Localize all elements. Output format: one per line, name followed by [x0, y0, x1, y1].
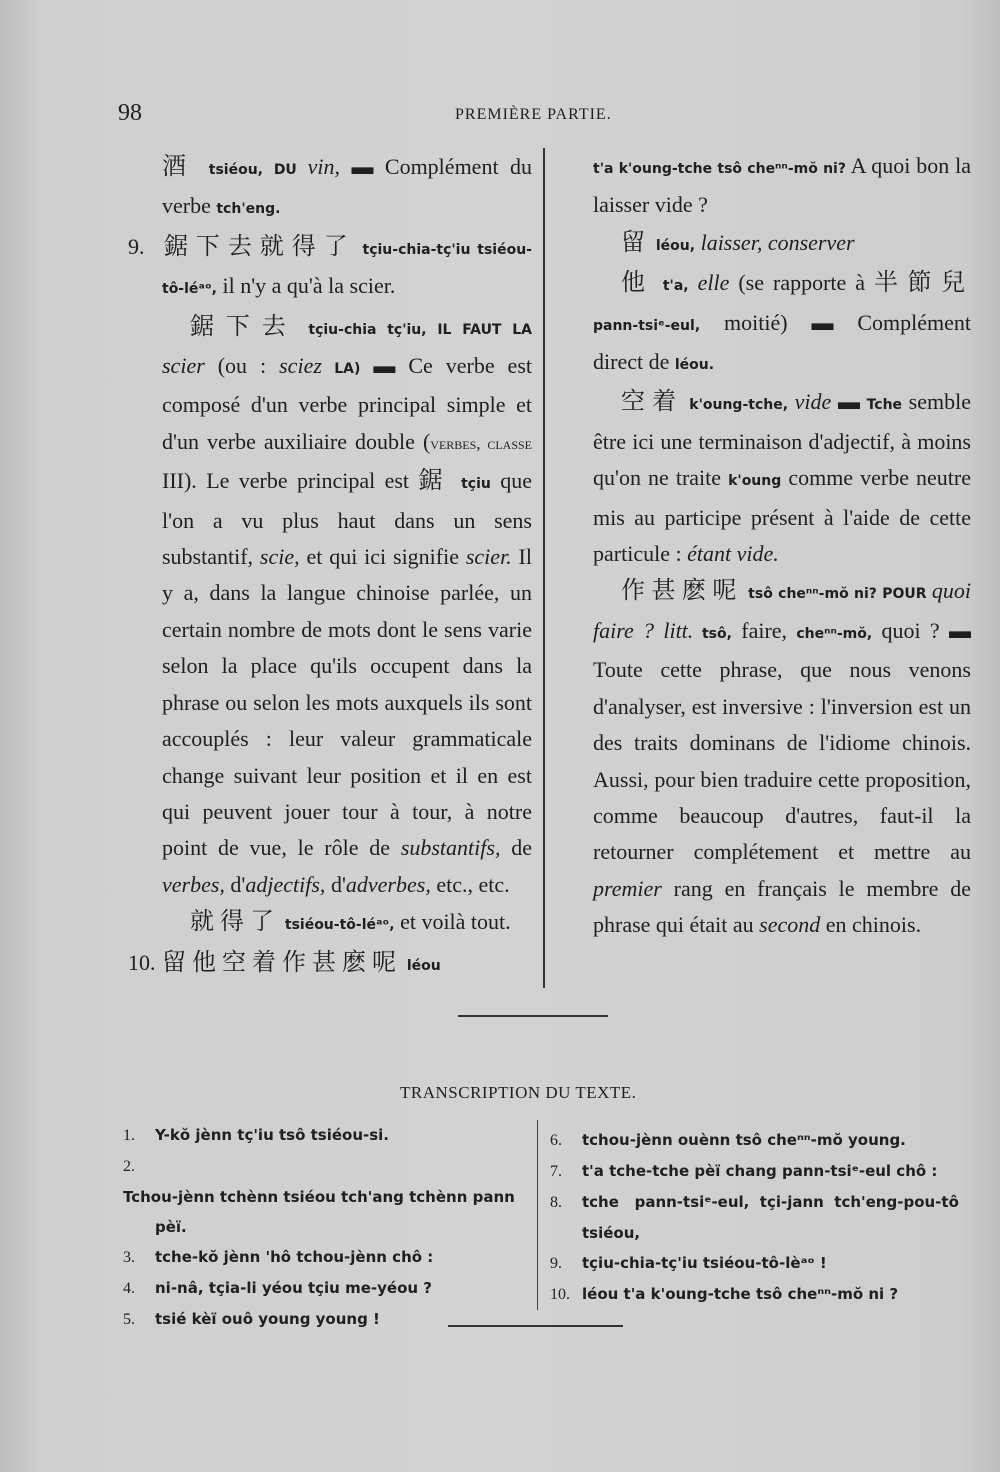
line-continuation: tsiéou,	[582, 1224, 641, 1242]
italic-text: adverbes,	[345, 871, 431, 897]
line-number: 8.	[550, 1194, 562, 1211]
italic-text: scier	[162, 353, 205, 379]
italic-text: vin,	[307, 154, 341, 179]
line-number: 4.	[123, 1280, 135, 1297]
left-column	[128, 148, 533, 984]
text-run: quoi ? ▬ Toute cette phrase, que nous venons d'analyser, est inversive : l'inversion est un des traits dominans de l'idiome chinois. Aussi, pour bien traduire cette proposition, comme beaucoup d'autres, faut-il la retourner complétement et mettre au	[593, 617, 971, 865]
text-run: (ou :	[204, 353, 280, 379]
text-run: d'	[325, 871, 346, 897]
left_column-paragraph	[162, 308, 532, 904]
line-number: 2.	[123, 1158, 135, 1175]
chinese-characters: 鋸	[418, 466, 453, 495]
text-run: comme verbe neutre mis au participe présent à l'aide de cette particule :	[593, 465, 972, 567]
transcription-line	[550, 1156, 970, 1187]
chinese-characters: 就得了	[190, 907, 280, 936]
line-text: léou t'a k'oung-tche tsô cheⁿⁿ-mŏ ni ?	[582, 1285, 899, 1303]
line-text: tche-kŏ jènn 'hô tchou-jènn chô :	[155, 1248, 434, 1266]
romanization: tsô cheⁿⁿ-mŏ ni?	[742, 586, 877, 603]
line-continuation: pèï.	[155, 1218, 187, 1236]
line-number: 1.	[123, 1127, 135, 1144]
text-run: III). Le verbe principal est	[162, 468, 419, 494]
text-run: et qui ici signifie	[299, 544, 466, 570]
running-title: PREMIÈRE PARTIE.	[455, 106, 612, 123]
romanization: k'oung	[728, 473, 782, 490]
italic-text: laisser, conserver	[695, 229, 855, 255]
line-number: 3.	[123, 1249, 135, 1266]
text-run: que l'on a vu plus haut dans un sens substantif,	[162, 468, 533, 570]
chinese-characters: 半節兒	[874, 268, 972, 297]
text-run: DU	[263, 162, 308, 178]
line-number: 9.	[550, 1255, 562, 1272]
section-rule	[458, 1015, 608, 1017]
italic-text: premier	[593, 875, 662, 901]
transcription-line	[550, 1279, 970, 1310]
text-run: ▬ Complément du verbe	[162, 154, 532, 219]
italic-text: scier.	[465, 544, 512, 570]
romanization: tçiu-chia tç'iu,	[297, 321, 427, 338]
transcription-line	[550, 1248, 970, 1279]
chinese-characters: 空着	[621, 387, 684, 416]
line-text: tsié kèï ouô young young !	[155, 1310, 380, 1328]
line-number: 5.	[123, 1311, 135, 1328]
text-run: etc., etc.	[430, 871, 510, 897]
romanization: tch'eng.	[216, 201, 281, 218]
left_column-paragraph	[162, 903, 532, 943]
chinese-characters: 作甚麽呢	[621, 576, 743, 605]
romanization: léou.	[674, 357, 715, 374]
text-run: LA)	[321, 361, 361, 378]
text-run: faire,	[731, 617, 797, 643]
text-run: ▬	[831, 389, 867, 415]
right_column-paragraph	[593, 148, 971, 224]
page-number: 98	[118, 100, 142, 126]
transcription-left	[123, 1120, 533, 1335]
line-text: tchou-jènn ouènn tsô cheⁿⁿ-mŏ young.	[582, 1131, 906, 1149]
romanization: Tche	[866, 397, 903, 414]
chinese-characters: 留他空着作甚麽呢	[162, 947, 402, 976]
chinese-characters: 他	[621, 268, 655, 297]
text-run: POUR	[876, 586, 932, 603]
text-run: et voilà tout.	[394, 909, 511, 935]
italic-text: elle	[688, 270, 730, 296]
line-number: 10.	[550, 1286, 570, 1303]
italic-text: scie,	[259, 544, 300, 570]
transcription-line	[123, 1273, 533, 1304]
italic-text: substantifs,	[400, 835, 501, 861]
romanization: tçiu-chia-tç'iu tsiéou-tô-léᵃᵒ,	[162, 241, 532, 298]
text-run: rang en français le membre de phrase qui était au	[593, 875, 971, 938]
text-run: semble être ici une terminaison d'adjectif, à moins qu'on ne traite	[593, 389, 971, 491]
transcription-line	[550, 1125, 970, 1156]
right_column-paragraph	[593, 572, 971, 943]
line-text: t'a tche-tche pèï chang pann-tsiᵉ-eul chô :	[582, 1162, 938, 1180]
text-run: A quoi bon la laisser vide ?	[593, 153, 971, 218]
line-text: Y-kŏ jènn tç'iu tsô tsiéou-si.	[155, 1126, 389, 1144]
sentence-number: 10.	[128, 949, 156, 975]
column-divider	[543, 148, 545, 988]
line-text: ni-nâ, tçia-li yéou tçiu me-yéou ?	[155, 1279, 432, 1297]
text-run: de	[500, 835, 533, 861]
italic-text: vide	[788, 389, 832, 415]
text-run: d'	[224, 871, 246, 897]
romanization: k'oung-tche,	[683, 397, 789, 414]
text-run: (se rapporte à	[729, 270, 875, 296]
romanization: tsiéou,	[197, 162, 263, 178]
line-number: 7.	[550, 1163, 562, 1180]
chinese-characters: 酒	[162, 152, 198, 180]
text-run: moitié) ▬ Complément direct de	[593, 309, 971, 375]
transcription-right	[550, 1125, 970, 1310]
italic-text: sciez	[279, 353, 322, 379]
transcription-line	[123, 1242, 533, 1273]
chinese-characters: 鋸下去就得了	[162, 231, 356, 260]
transcription-line	[123, 1304, 533, 1335]
transcription-line	[123, 1120, 533, 1151]
right_column-paragraph	[593, 383, 971, 572]
romanization: léou,	[651, 237, 696, 254]
italic-text: second	[759, 912, 821, 938]
romanization: pann-tsiᵉ-eul,	[593, 317, 701, 334]
transcription-line	[123, 1151, 533, 1242]
left_column-paragraph	[128, 228, 532, 308]
chinese-characters: 鋸下去	[190, 311, 298, 340]
romanization: léou	[402, 957, 441, 974]
text-run: en chinois.	[820, 912, 922, 938]
left_column-paragraph	[162, 148, 532, 228]
line-number: 6.	[550, 1132, 562, 1149]
end-rule	[448, 1325, 623, 1327]
line-text: Tchou-jènn tchènn tsiéou tch'ang tchènn pann	[123, 1188, 515, 1206]
italic-text: quoi faire ? litt.	[593, 578, 972, 643]
italic-text: adjectifs,	[245, 871, 326, 897]
romanization: cheⁿⁿ-mŏ,	[796, 625, 873, 642]
romanization: tçiu	[452, 476, 491, 493]
romanization: t'a k'oung-tche tsô cheⁿⁿ-mŏ ni?	[593, 161, 846, 177]
transcription-divider	[537, 1120, 538, 1310]
left_column-paragraph	[128, 944, 532, 984]
romanization: tsô,	[693, 625, 732, 642]
transcription-line	[550, 1187, 970, 1248]
text-run: IL FAUT LA	[426, 321, 532, 338]
right-column	[593, 148, 971, 944]
italic-text: verbes,	[162, 871, 225, 897]
chinese-characters: 留	[621, 227, 651, 256]
romanization: t'a,	[654, 278, 689, 295]
text-run: il n'y a qu'à la scier.	[216, 273, 396, 299]
sentence-number: 9.	[128, 233, 145, 259]
romanization: tsiéou-tô-léᵃᵒ,	[280, 917, 395, 934]
right_column-paragraph	[593, 224, 971, 264]
text-run: ▬ Ce verbe est composé d'un verbe principal simple et d'un verbe auxiliaire double (	[162, 353, 532, 454]
text-run: Il y a, dans la langue chinoise parlée, un certain nombre de mots dont le sens varie selon la place qu'ils occupent dans la phrase ou selon les mots auxquels ils sont accouplés : leur valeur grammaticale change suivant leur position et il en est qui peuvent jouer tour à tour, à notre point de vue, le rôle de	[162, 544, 532, 861]
line-text: tçiu-chia-tç'iu tsiéou-tô-lèᵃᵒ !	[582, 1254, 827, 1272]
text-run: verbes, classe	[430, 433, 533, 453]
right_column-paragraph	[593, 264, 971, 383]
transcription-title: TRANSCRIPTION DU TEXTE.	[400, 1083, 637, 1102]
line-text: tche pann-tsiᵉ-eul, tçi-jann tch'eng-pou-tô	[582, 1193, 959, 1211]
italic-text: étant vide.	[687, 541, 779, 567]
